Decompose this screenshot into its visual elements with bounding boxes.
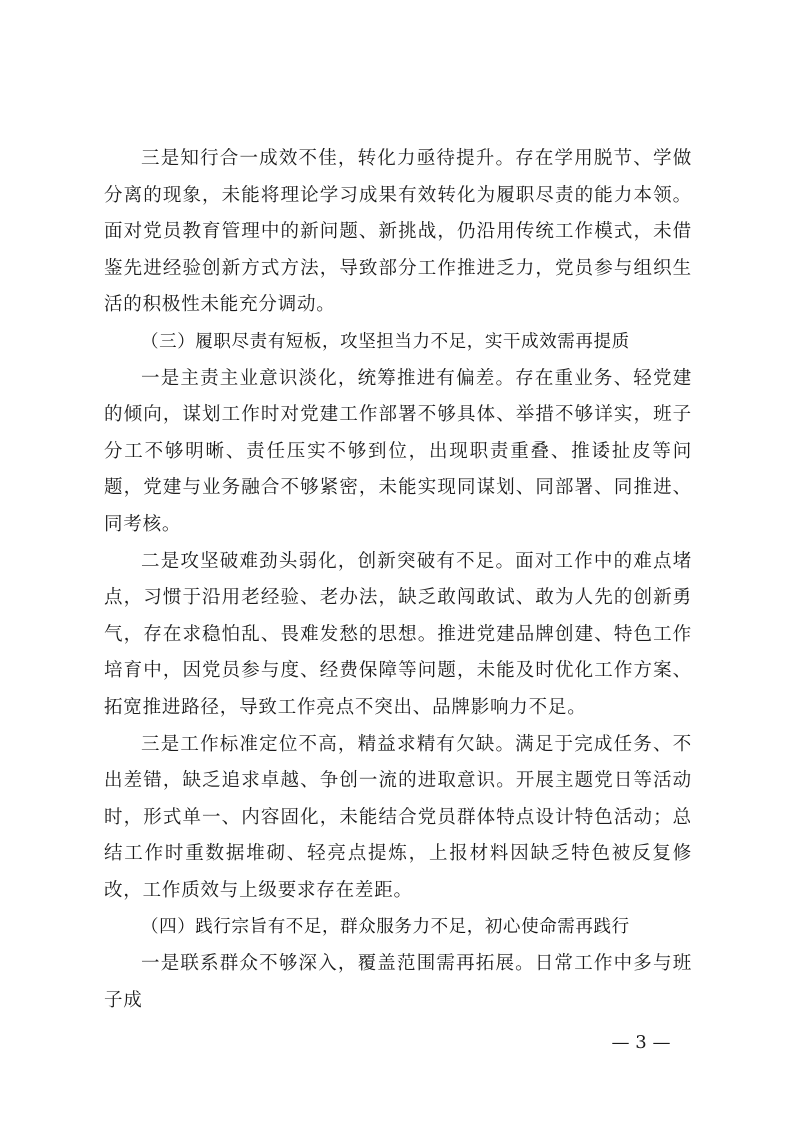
page-number: — 3 —	[611, 1032, 671, 1053]
body-paragraph: 三是知行合一成效不佳，转化力亟待提升。存在学用脱节、学做分离的现象，未能将理论学习成果有效转化为履职尽责的能力本领。面对党员教育管理中的新问题、新挑战，仍沿用传统工作模式，未借鉴先进经验创新方式方法，导致部分工作推进乏力，党员参与组织生活的积极性未能充分调动。	[104, 148, 692, 316]
body-paragraph: 三是工作标准定位不高，精益求精有欠缺。满足于完成任务、不出差错，缺乏追求卓越、争创一流的进取意识。开展主题党日等活动时，形式单一、内容固化，未能结合党员群体特点设计特色活动；总结工作时重数据堆砌、轻亮点提炼，上报材料因缺乏特色被反复修改，工作质效与上级要求存在差距。	[104, 733, 692, 901]
body-paragraph: 二是攻坚破难劲头弱化，创新突破有不足。面对工作中的难点堵点，习惯于沿用老经验、老办法，缺乏敢闯敢试、敢为人先的创新勇气，存在求稳怕乱、畏难发愁的思想。推进党建品牌创建、特色工作培育中，因党员参与度、经费保障等问题，未能及时优化工作方案、拓宽推进路径，导致工作亮点不突出、品牌影响力不足。	[104, 550, 692, 718]
document-body	[104, 141, 692, 1019]
body-paragraph: 一是联系群众不够深入，覆盖范围需再拓展。日常工作中多与班子成	[104, 953, 692, 1011]
section-heading: （四）践行宗旨有不足，群众服务力不足，初心使命需再践行	[141, 917, 630, 938]
section-heading: （三）履职尽责有短板，攻坚担当力不足，实干成效需再提质	[141, 331, 630, 352]
body-paragraph: 一是主责主业意识淡化，统筹推进有偏差。存在重业务、轻党建的倾向，谋划工作时对党建工作部署不够具体、举措不够详实，班子分工不够明晰、责任压实不够到位，出现职责重叠、推诿扯皮等问题，党建与业务融合不够紧密，未能实现同谋划、同部署、同推进、同考核。	[104, 367, 692, 535]
